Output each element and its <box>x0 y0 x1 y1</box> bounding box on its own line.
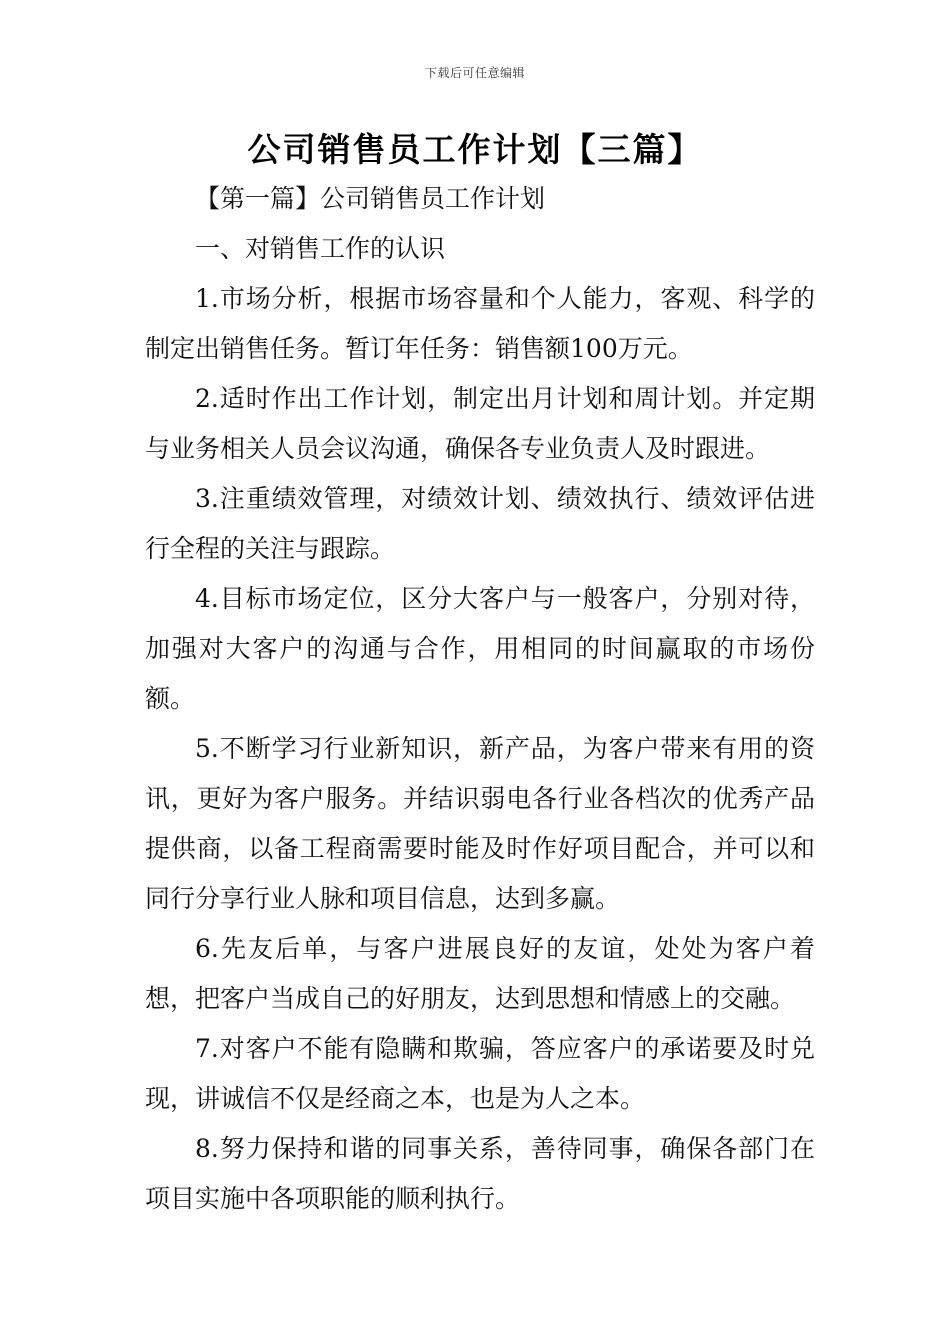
paragraph-4: 4.目标市场定位，区分大客户与一般客户，分别对待，加强对大客户的沟通与合作，用相同的时间赢取的市场份额。 <box>145 584 815 713</box>
paragraph-6: 6.先友后单，与客户进展良好的友谊，处处为客户着想，把客户当成自己的好朋友，达到思想和情感上的交融。 <box>145 934 815 1013</box>
subheading: 一、对销售工作的认识 <box>195 234 446 263</box>
paragraph-3: 3.注重绩效管理，对绩效计划、绩效执行、绩效评估进行全程的关注与跟踪。 <box>145 484 815 563</box>
paragraph-8: 8.努力保持和谐的同事关系，善待同事，确保各部门在项目实施中各项职能的顺利执行。 <box>145 1134 815 1213</box>
paragraph-2: 2.适时作出工作计划，制定出月计划和周计划。并定期与业务相关人员会议沟通，确保各专业负责人及时跟进。 <box>145 384 815 463</box>
header-note: 下载后可任意编辑 <box>424 66 525 80</box>
paragraph-7: 7.对客户不能有隐瞒和欺骗，答应客户的承诺要及时兑现，讲诚信不仅是经商之本，也是为人之本。 <box>145 1034 815 1113</box>
paragraph-1: 1.市场分析，根据市场容量和个人能力，客观、科学的制定出销售任务。暂订年任务：销售额100万元。 <box>145 284 815 363</box>
section-heading: 【第一篇】公司销售员工作计划 <box>195 184 546 213</box>
paragraph-5: 5.不断学习行业新知识，新产品，为客户带来有用的资讯，更好为客户服务。并结识弱电各行业各档次的优秀产品提供商，以备工程商需要时能及时作好项目配合，并可以和同行分享行业人脉和项目信息，达到多赢。 <box>145 734 815 913</box>
document-body <box>145 174 815 1224</box>
document-title: 公司销售员工作计划【三篇】 <box>247 130 703 169</box>
